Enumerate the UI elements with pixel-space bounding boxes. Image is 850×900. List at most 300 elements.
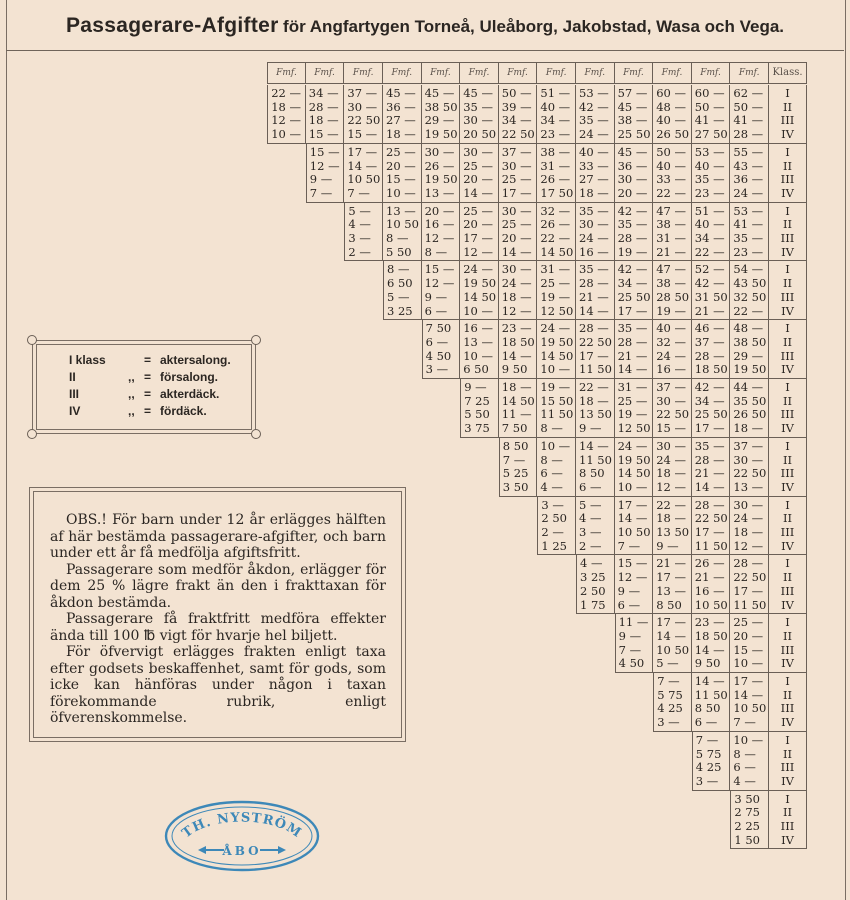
fare-value: 14 — [579,438,609,453]
fare-value: 4 50 [425,348,452,363]
fare-value: 4 25 [657,701,683,716]
fare-value: 10 — [463,303,493,318]
fare-value: 10 — [733,656,764,671]
fare-value: 35 — [694,438,725,453]
fare-cell [730,438,769,497]
legend-corner-ornament [27,335,37,345]
fare-value: 6 — [617,597,641,612]
fare-value: 30 — [656,393,686,408]
fare-value: 18 — [501,289,532,304]
fare-cell [615,555,654,614]
fare-cell [692,732,731,791]
fare-value: 10 — [386,185,416,200]
fare-value: 43 50 [733,276,767,291]
fare-cell [499,261,538,320]
fare-cell [615,497,654,556]
klass-label: III [780,466,795,481]
klass-label: III [780,525,795,539]
fare-value: 20 50 [463,127,497,142]
fare-value: 38 — [656,217,686,232]
column-header: Fmf. [422,62,461,84]
fare-value: 26 — [424,158,455,173]
fare-value: 7 — [657,674,680,688]
fare-value: 42 — [694,276,725,291]
fare-value: 34 — [694,393,725,408]
fare-value: 28 50 [656,289,690,304]
klass-label: I [785,380,790,394]
klass-label: II [782,276,793,291]
fare-value: 35 — [579,262,609,277]
fare-value: 14 — [694,674,725,688]
fare-value: 37 — [694,334,725,349]
fare-value: 19 50 [733,362,767,377]
fare-value: 25 — [540,276,571,291]
fare-cell [730,144,769,203]
fare-value: 22 — [656,185,686,200]
fare-value: 3 — [425,362,449,377]
fare-value: 10 — [617,479,648,494]
fare-value: 25 — [733,615,764,630]
fare-value: 5 75 [695,746,722,761]
klass-label: IV [781,244,794,259]
fare-value: 14 — [656,628,686,643]
fare-value: 52 — [694,262,725,277]
fare-value: 33 — [656,172,686,187]
fare-value: 22 50 [733,466,767,481]
fare-value: 40 — [694,158,725,173]
fare-cell [344,203,383,262]
fare-value: 57 — [617,86,648,100]
fare-value: 28 — [694,348,725,363]
fare-value: 22 50 [347,113,381,128]
legend-equals: = [144,370,152,384]
fare-value: 25 — [386,144,416,159]
fare-value: 40 — [656,158,686,173]
fare-value: 5 — [348,203,371,218]
fare-value: 11 50 [540,407,574,422]
fare-value: 3 — [579,525,602,539]
fare-value: 28 — [733,556,764,571]
column-header: Fmf. [653,62,692,84]
fare-cell [383,203,422,262]
fare-value: 24 — [463,262,493,277]
fare-value: 9 — [579,421,602,436]
fare-cell [460,144,499,203]
fare-value: 17 — [656,570,686,585]
fare-value: 25 — [463,158,493,173]
fare-value: 7 50 [501,421,528,436]
fare-cell [653,320,692,379]
klass-label: II [782,687,793,702]
fare-value: 6 — [425,334,449,349]
fare-value: 22 50 [656,407,690,422]
fare-value: 17 — [656,615,686,630]
fare-cell [692,379,731,438]
klass-cell [769,261,807,320]
legend-klass: IV [69,404,81,418]
legend-equals: = [144,353,152,367]
fare-value: 21 — [617,348,648,363]
fare-value: 10 — [540,362,571,377]
klass-label: II [782,393,793,408]
fare-value: 5 — [579,497,602,512]
column-header: Fmf. [460,62,499,84]
fare-value: 4 — [580,556,603,571]
klass-cell [769,673,807,732]
fare-value: 20 — [733,628,764,643]
fare-value: 1 50 [734,832,760,847]
fare-value: 33 — [579,158,609,173]
fare-value: 10 — [540,438,571,453]
klass-label: IV [781,303,794,318]
fare-value: 2 25 [734,819,760,833]
fare-value: 4 — [348,217,371,232]
klass-label: IV [781,538,794,553]
fare-value: 22 — [694,244,725,259]
klass-label: II [782,217,793,232]
note-paragraph: OBS.! För barn under 12 år erlägges hälften af här bestämda passagerare-afgifter, och barn under ett år få medfölja afgiftsfritt. [50,512,386,561]
fare-value: 7 50 [425,321,452,336]
fare-value: 42 — [617,262,648,277]
fare-value: 44 — [733,380,764,394]
fare-value: 17 — [694,421,725,436]
fare-value: 46 — [694,321,725,336]
column-header: Fmf. [692,62,731,84]
fare-value: 11 50 [733,597,767,612]
fare-value: 12 — [271,113,301,128]
fare-value: 28 — [617,334,648,349]
title-rule [6,50,844,51]
fare-value: 20 — [463,217,493,232]
fare-value: 12 — [424,231,455,245]
fare-value: 2 75 [734,805,760,820]
fare-cell [692,85,731,144]
klass-cell [769,614,807,673]
fare-cell [692,555,731,614]
klass-label: II [782,334,793,349]
fare-value: 30 — [501,262,532,277]
fare-value: 14 50 [540,348,574,363]
fare-cell [499,320,538,379]
fare-cell [615,85,654,144]
fare-value: 2 — [541,525,564,539]
fare-value: 22 — [656,497,686,512]
fare-value: 30 — [463,144,493,159]
fare-value: 24 — [733,185,764,200]
fare-cell [267,85,306,144]
fare-value: 36 — [386,99,416,114]
fare-value: 10 50 [617,525,651,539]
klass-label: II [782,99,793,114]
fare-cell [692,497,731,556]
fare-value: 22 50 [501,127,535,142]
fare-value: 19 50 [463,276,497,291]
legend-desc: försalong. [160,370,219,384]
fare-value: 9 — [656,538,679,553]
fare-value: 11 — [618,615,649,630]
fare-value: 15 — [308,127,339,142]
fare-cell [730,497,769,556]
fare-value: 40 — [656,321,686,336]
fare-cell [499,379,538,438]
fare-value: 41 — [733,113,764,128]
fare-value: 3 25 [387,303,413,318]
fare-value: 15 50 [540,393,574,408]
fare-value: 28 — [694,497,725,512]
fare-value: 42 — [694,380,725,394]
fare-value: 14 — [617,362,648,377]
fare-value: 40 — [579,144,609,159]
fare-value: 13 — [386,203,416,218]
fare-value: 31 — [656,231,686,245]
klass-label: III [780,407,795,422]
fare-value: 17 — [617,497,648,512]
fare-value: 11 50 [579,452,612,467]
klass-label: IV [781,773,794,788]
fare-value: 34 — [694,231,725,245]
fare-value: 25 50 [694,407,728,422]
fare-cell [576,85,615,144]
column-header: Fmf. [576,62,615,84]
fare-cell [576,203,615,262]
fare-value: 24 — [540,321,571,336]
legend-equals: = [144,387,152,401]
fare-value: 14 — [347,158,378,173]
fare-value: 38 50 [733,334,767,349]
fare-cell [344,85,383,144]
fare-value: 42 — [617,203,648,218]
fare-value: 3 75 [464,421,490,436]
fare-value: 8 50 [502,438,529,453]
fare-value: 17 — [617,303,648,318]
fare-value: 4 — [733,773,756,788]
page-title [0,14,850,38]
fare-value: 51 — [540,86,571,100]
fare-value: 14 — [501,348,532,363]
klass-label: IV [781,597,794,612]
fare-value: 37 — [347,86,378,100]
fare-value: 2 — [579,538,602,553]
fare-value: 40 — [694,217,725,232]
fare-value: 31 50 [694,289,728,304]
fare-cell [653,379,692,438]
fare-value: 7 — [733,715,756,730]
fare-value: 11 50 [694,687,728,702]
fare-value: 20 — [617,185,648,200]
fare-cell [306,85,345,144]
fare-value: 30 — [733,452,764,467]
column-header: Fmf. [537,62,576,84]
fare-cell [422,85,461,144]
fare-value: 50 — [694,99,725,114]
fare-value: 18 50 [694,362,728,377]
fare-value: 13 — [463,334,493,349]
fare-cell [537,261,576,320]
fare-value: 8 50 [656,597,682,612]
klass-label: II [782,158,793,173]
klass-label: II [782,746,793,761]
fare-value: 35 — [733,231,764,245]
fare-cell [653,144,692,203]
fare-value: 3 25 [580,570,606,585]
fare-value: 10 50 [347,172,381,187]
fare-cell [692,673,731,732]
fare-value: 15 — [424,262,455,277]
fare-cell [692,614,731,673]
fare-cell [576,261,615,320]
fare-cell [730,732,769,791]
fare-cell [344,144,383,203]
fare-value: 37 — [501,144,532,159]
fare-value: 50 — [656,144,686,159]
fare-value: 18 — [386,127,416,142]
legend-desc: akterdäck. [160,387,220,401]
column-header: Fmf. [499,62,538,84]
fare-cell [730,673,769,732]
fare-value: 12 — [617,570,648,585]
fare-cell [615,379,654,438]
fare-value: 34 — [617,276,648,291]
fare-value: 18 — [271,99,301,114]
klass-label: II [782,805,793,820]
fare-value: 50 — [501,86,532,100]
fare-value: 18 — [501,380,532,394]
fare-value: 1 25 [541,538,567,553]
fare-value: 21 — [694,466,725,481]
fare-value: 6 — [733,760,756,775]
fare-value: 47 — [656,262,686,277]
fare-cell [576,555,615,614]
fare-value: 14 50 [463,289,497,304]
fare-value: 20 — [463,172,493,187]
fare-value: 27 50 [694,127,728,142]
legend-desc: fördäck. [160,404,207,418]
klass-label: IV [781,185,794,200]
fare-value: 53 — [579,86,609,100]
fare-value: 38 — [656,276,686,291]
fare-cell [422,261,461,320]
klass-column-header: Klass. [769,62,807,84]
fare-value: 17 — [463,231,493,245]
fare-value: 23 — [694,185,725,200]
klass-label: I [785,86,790,100]
note-paragraph: Passagerare få fraktfritt medföra effekter ända till 100 ℔ vigt för hvarje hel biljett. [50,611,386,644]
fare-value: 3 — [348,231,371,245]
klass-label: I [785,321,790,336]
fare-value: 32 — [656,334,686,349]
fare-value: 3 — [695,773,719,788]
fare-value: 17 — [579,348,609,363]
klass-cell [769,438,807,497]
fare-value: 1 75 [580,597,606,612]
fare-value: 14 — [501,244,532,259]
klass-label: III [780,760,795,775]
klass-label: III [780,583,795,598]
fare-value: 8 — [387,262,410,277]
fare-value: 30 — [424,144,455,159]
fare-value: 23 — [501,321,532,336]
fare-cell [653,673,692,732]
notes-text [50,512,386,727]
fare-value: 12 50 [540,303,574,318]
fare-value: 42 — [579,99,609,114]
fare-value: 30 — [501,203,532,218]
fare-cell [422,144,461,203]
legend-ditto: ,, [128,370,135,384]
klass-label: I [785,144,790,159]
fare-value: 13 — [656,583,686,598]
legend-desc: aktersalong. [160,353,231,367]
fare-value: 15 — [733,642,764,657]
fare-value: 18 — [308,113,339,128]
fare-value: 6 50 [463,362,489,377]
fare-value: 53 — [733,203,764,218]
fare-value: 22 50 [694,511,728,526]
fare-value: 10 — [271,127,301,142]
fare-value: 11 50 [694,538,728,553]
fare-value: 2 50 [580,583,606,598]
fare-cell [576,438,615,497]
fare-value: 19 — [617,407,648,422]
fare-value: 14 — [463,185,493,200]
fare-cell [537,497,576,556]
fare-value: 9 50 [694,656,721,671]
fare-value: 15 — [386,172,416,187]
fare-value: 25 — [463,203,493,218]
fare-value: 53 — [694,144,725,159]
fare-value: 30 — [501,158,532,173]
fare-cell [653,497,692,556]
fare-value: 24 — [579,127,609,142]
fare-value: 12 — [424,276,455,291]
fare-value: 38 — [617,113,648,128]
fare-value: 3 — [541,497,564,512]
klass-label: I [785,674,790,688]
fare-value: 16 — [579,244,609,259]
fare-value: 12 50 [617,421,651,436]
fare-cell [615,261,654,320]
fare-value: 28 — [579,276,609,291]
fare-value: 62 — [733,86,764,100]
fare-cell [499,203,538,262]
fare-value: 8 — [424,244,448,259]
fare-value: 25 50 [617,127,651,142]
fare-value: 22 50 [733,570,767,585]
fare-value: 14 50 [501,393,535,408]
fare-cell [730,555,769,614]
legend-ditto: ,, [128,404,135,418]
fare-value: 26 50 [656,127,690,142]
fare-value: 14 — [617,511,648,526]
legend-corner-ornament [251,335,261,345]
fare-value: 5 50 [386,244,412,259]
fare-value: 18 50 [501,334,535,349]
fare-cell [653,261,692,320]
fare-value: 18 — [656,511,686,526]
klass-label: III [780,172,795,187]
klass-cell [769,144,807,203]
fare-value: 41 — [694,113,725,128]
klass-label: IV [781,715,794,730]
fare-value: 13 50 [579,407,612,422]
fare-value: 60 — [656,86,686,100]
column-header: Fmf. [344,62,383,84]
fare-value: 5 — [387,289,410,304]
legend-corner-ornament [251,429,261,439]
fare-value: 4 50 [618,656,645,671]
fare-value: 19 50 [424,172,458,187]
fare-value: 30 — [579,217,609,232]
